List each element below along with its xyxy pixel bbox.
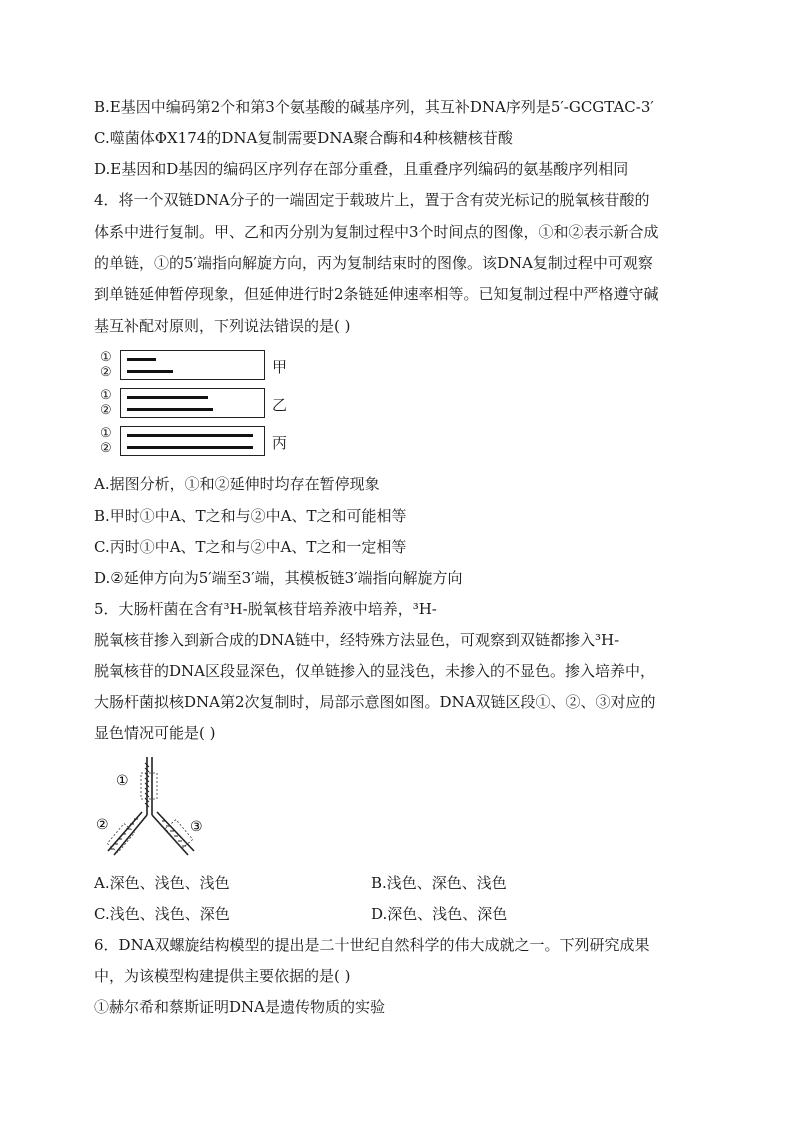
replication-fork-diagram bbox=[92, 755, 222, 865]
q6-stem-line-2: 中，为该模型构建提供主要依据的是( ) bbox=[94, 967, 351, 985]
q5-option-d: D.深色、浅色、深色 bbox=[371, 905, 508, 923]
q4-option-d: D.②延伸方向为5′端至3′端，其模板链3′端指向解旋方向 bbox=[94, 569, 463, 587]
strand-1-bar bbox=[127, 358, 156, 361]
q5-stem-line-2: 脱氧核苷掺入到新合成的DNA链中，经特殊方法显色，可观察到双链都掺入³H- bbox=[94, 631, 620, 649]
strand-2-label: ② bbox=[100, 365, 112, 380]
strand-1-bar bbox=[127, 396, 208, 399]
panel-bing-box bbox=[120, 426, 265, 456]
panel-label-yi: 乙 bbox=[272, 396, 288, 414]
panel-label-bing: 丙 bbox=[272, 434, 288, 452]
q4-option-b: B.甲时①中A、T之和与②中A、T之和可能相等 bbox=[94, 507, 407, 525]
q5-stem-line-5: 显色情况可能是( ) bbox=[94, 724, 216, 742]
panel-jia-box bbox=[120, 350, 265, 380]
q6-item-1: ①赫尔希和蔡斯证明DNA是遗传物质的实验 bbox=[94, 998, 385, 1016]
q4-stem-line-5: 基互补配对原则，下列说法错误的是( ) bbox=[94, 317, 351, 335]
strand-2-bar bbox=[127, 370, 173, 373]
q4-option-a: A.据图分析，①和②延伸时均存在暂停现象 bbox=[94, 475, 380, 493]
strand-2-bar bbox=[127, 446, 253, 449]
q4-stem-line-2: 体系中进行复制。甲、乙和丙分别为复制过程中3个时间点的图像，①和②表示新合成 bbox=[94, 223, 659, 241]
q5-option-b: B.浅色、深色、浅色 bbox=[371, 874, 507, 892]
q5-option-c: C.浅色、浅色、深色 bbox=[94, 905, 230, 923]
panel-label-jia: 甲 bbox=[272, 358, 288, 376]
fork-label-1: ① bbox=[116, 773, 129, 789]
option-d-prev: D.E基因和D基因的编码区序列存在部分重叠，且重叠序列编码的氨基酸序列相同 bbox=[94, 160, 629, 178]
q4-stem-line-1: 4．将一个双链DNA分子的一端固定于载玻片上，置于含有荧光标记的脱氧核苷酸的 bbox=[94, 191, 650, 209]
strand-2-label: ② bbox=[100, 441, 112, 456]
q5-stem-line-1: 5．大肠杆菌在含有³H-脱氧核苷培养液中培养，³H- bbox=[94, 600, 437, 618]
strand-2-label: ② bbox=[100, 403, 112, 418]
replication-bars-figure bbox=[100, 350, 300, 460]
fork-label-2: ② bbox=[96, 817, 109, 833]
strand-1-label: ① bbox=[100, 426, 112, 441]
strand-1-label: ① bbox=[100, 388, 112, 403]
strand-1-bar bbox=[127, 434, 253, 437]
strand-1-label: ① bbox=[100, 350, 112, 365]
strand-2-bar bbox=[127, 408, 213, 411]
fork-label-3: ③ bbox=[190, 819, 203, 835]
option-b-prev: B.E基因中编码第2个和第3个氨基酸的碱基序列，其互补DNA序列是5′-GCGTAC-3′ bbox=[94, 98, 654, 116]
replication-fork-figure bbox=[92, 755, 222, 865]
q5-option-a: A.深色、浅色、浅色 bbox=[94, 874, 230, 892]
q4-stem-line-3: 的单链，①的5′端指向解旋方向，丙为复制结束时的图像。该DNA复制过程中可观察 bbox=[94, 254, 653, 272]
q6-stem-line-1: 6．DNA双螺旋结构模型的提出是二十世纪自然科学的伟大成就之一。下列研究成果 bbox=[94, 936, 650, 954]
panel-yi-box bbox=[120, 388, 265, 418]
q5-stem-line-4: 大肠杆菌拟核DNA第2次复制时，局部示意图如图。DNA双链区段①、②、③对应的 bbox=[94, 693, 656, 711]
option-c-prev: C.噬菌体ΦX174的DNA复制需要DNA聚合酶和4种核糖核苷酸 bbox=[94, 129, 513, 147]
q4-option-c: C.丙时①中A、T之和与②中A、T之和一定相等 bbox=[94, 538, 407, 556]
q4-stem-line-4: 到单链延伸暂停现象，但延伸进行时2条链延伸速率相等。已知复制过程中严格遵守碱 bbox=[94, 285, 659, 303]
q5-stem-line-3: 脱氧核苷的DNA区段显深色，仅单链掺入的显浅色，未掺入的不显色。掺入培养中， bbox=[94, 662, 655, 680]
